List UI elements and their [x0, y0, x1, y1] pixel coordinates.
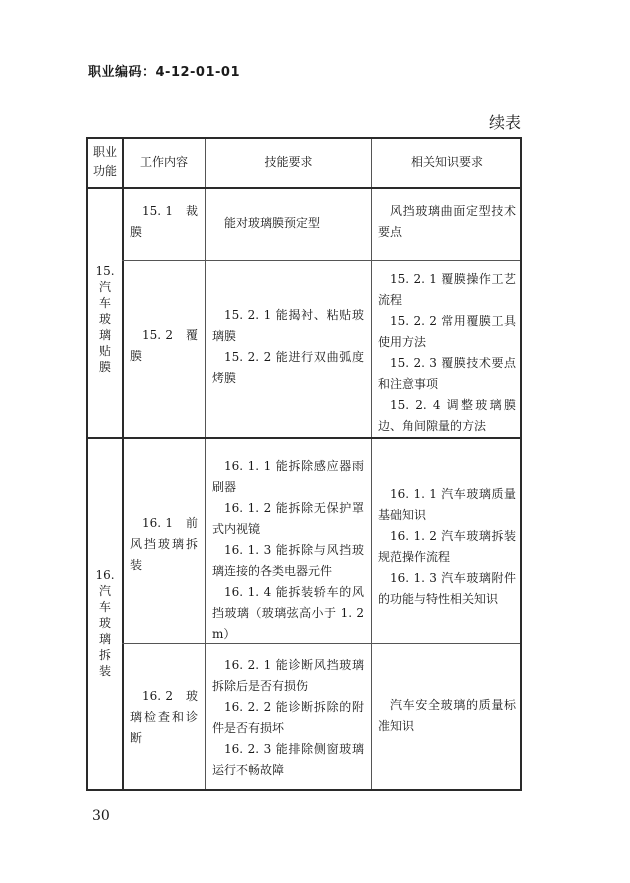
- col-divider: [122, 139, 124, 789]
- row-divider: [122, 260, 520, 261]
- header-work: 工作内容: [139, 155, 188, 169]
- section-divider: [88, 437, 520, 439]
- function-16: 16. 汽 车 玻 璃 拆 装: [95, 568, 115, 678]
- knowledge-16-2: 汽车安全玻璃的质量标准知识: [378, 698, 516, 733]
- skill-16-2: 16. 2. 1 能诊断风挡玻璃拆除后是否有损伤 16. 2. 2 能诊断拆除的附件是否有损坏 16. 2. 3 能排除侧窗玻璃运行不畅故障: [212, 658, 364, 777]
- knowledge-15-2: 15. 2. 1 覆膜操作工艺流程 15. 2. 2 常用覆膜工具使用方法 15. 2. 3 覆膜技术要点和注意事项 15. 2. 4 调整玻璃膜边、角间隙量的方法: [378, 272, 516, 433]
- work-16-2: 16. 2 玻璃检查和诊断: [130, 689, 198, 745]
- occupation-code: 职业编码：4-12-01-01: [88, 65, 241, 80]
- skill-15-1: 能对玻璃膜预定型: [224, 216, 321, 230]
- work-15-2: 15. 2 覆膜: [130, 328, 198, 363]
- col-divider: [371, 139, 372, 789]
- skill-16-1: 16. 1. 1 能拆除感应器雨刷器 16. 1. 2 能拆除无保护罩式内视镜 16. 1. 3 能拆除与风挡玻璃连接的各类电器元件 16. 1. 4 能拆装轿车的风挡玻璃（玻璃弦高小于 1. 2 m）: [212, 459, 364, 641]
- col-divider: [205, 139, 206, 789]
- page-number: 30: [92, 808, 110, 824]
- work-15-1: 15. 1 裁膜: [130, 204, 198, 239]
- skill-15-2: 15. 2. 1 能揭衬、粘贴玻璃膜 15. 2. 2 能进行双曲弧度烤膜: [212, 308, 364, 385]
- skills-table: [86, 137, 522, 791]
- function-15: 15. 汽 车 玻 璃 贴 膜: [95, 264, 115, 374]
- continued-label: 续表: [489, 113, 522, 132]
- header-knowledge: 相关知识要求: [410, 155, 483, 169]
- work-16-1: 16. 1 前风挡玻璃拆装: [130, 516, 198, 572]
- knowledge-15-1: 风挡玻璃曲面定型技术要点: [378, 204, 516, 239]
- header-function: 职业功能: [92, 145, 117, 178]
- header-divider: [88, 187, 520, 189]
- header-skill: 技能要求: [264, 155, 313, 169]
- knowledge-16-1: 16. 1. 1 汽车玻璃质量基础知识 16. 1. 2 汽车玻璃拆装规范操作流程 16. 1. 3 汽车玻璃附件的功能与特性相关知识: [378, 487, 516, 606]
